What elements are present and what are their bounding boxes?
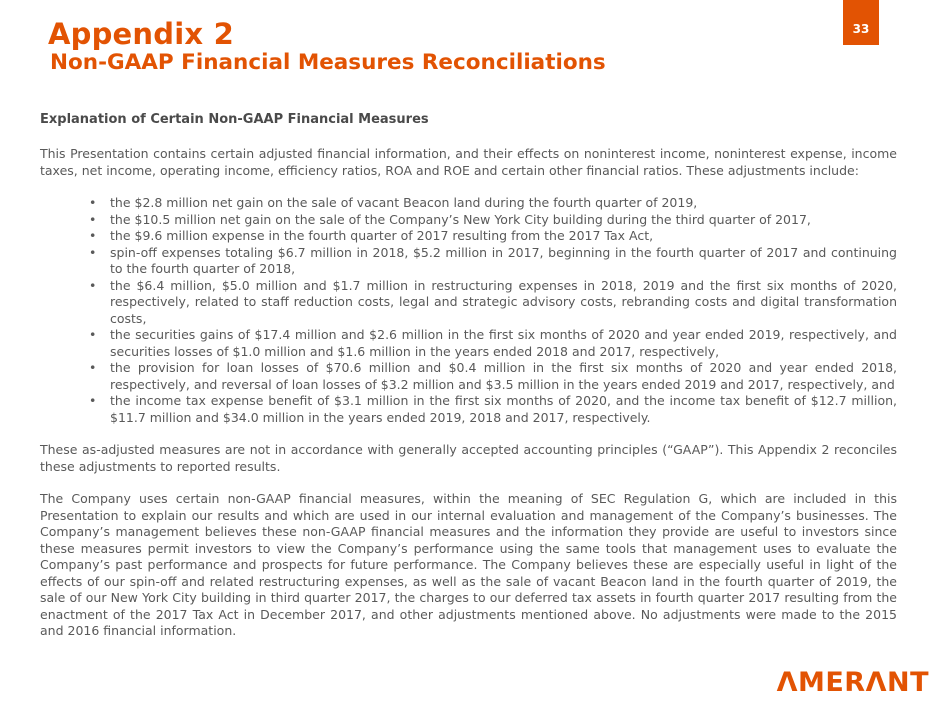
page-number-badge: [843, 0, 879, 45]
page-number: 33: [852, 22, 870, 36]
slide-title: Appendix 2: [48, 17, 234, 51]
list-item-nyc-gain: • the $10.5 million net gain on the sale of the Company’s New York City building during the third quarter of 2017,: [40, 212, 897, 229]
company-usage-paragraph: The Company uses certain non-GAAP financial measures, within the meaning of SEC Regulation G, which are included in this Presentation to explain our results and which are used in our internal evaluation and management of the Company’s businesses. The Company’s management believes these non-GAAP financial measures and the information they provide are useful to investors since these measures permit investors to view the Company’s performance using the same tools that management uses to evaluate the Company’s past performance and prospects for future performance. The Company believes these are especially useful in light of the effects of our spin-off and related restructuring expenses, as well as the sale of vacant Beacon land in the fourth quarter of 2019, the sale of our New York City building in third quarter 2017, the charges to our deferred tax assets in fourth quarter 2017 resulting from the enactment of the 2017 Tax Act in December 2017, and other adjustments mentioned above. No adjustments were made to the 2015 and 2016 financial information.: [40, 491, 897, 638]
section-heading: Explanation of Certain Non-GAAP Financial Measures: [40, 112, 429, 127]
intro-paragraph: This Presentation contains certain adjusted financial information, and their effects on noninterest income, noninterest expense, income taxes, net income, operating income, efficiency ratios, ROA and ROE and certain other financial ratios. These adjustments include:: [40, 146, 897, 178]
slide-header: [48, 18, 606, 75]
list-item-loan-loss-provision: • the provision for loan losses of $70.6 million and $0.4 million in the first six months of 2020 and year ended 2018, respectively, and reversal of loan losses of $3.2 million and $3.5 million in the years ended 2019 and 2017, respectively, and: [40, 360, 897, 393]
gaap-disclaimer-paragraph: These as-adjusted measures are not in accordance with generally accepted accounting principles (“GAAP”). This Appendix 2 reconciles these adjustments to reported results.: [40, 442, 897, 474]
list-item-restructuring-expenses: • the $6.4 million, $5.0 million and $1.7 million in restructuring expenses in 2018, 2019 and the first six months of 2020, respectively, related to staff reduction costs, legal and strategic advisory costs, rebranding costs and digital transformation costs,: [40, 278, 897, 328]
list-item-income-tax-benefit: • the income tax expense benefit of $3.1 million in the first six months of 2020, and the income tax benefit of $12.7 million, $11.7 million and $34.0 million in the years ended 2019, 2018 and 2017, respectively.: [40, 393, 897, 426]
list-item-beacon-gain: • the $2.8 million net gain on the sale of vacant Beacon land during the fourth quarter of 2019,: [40, 195, 897, 212]
adjustments-list: [40, 195, 897, 426]
list-item-securities-gains-losses: • the securities gains of $17.4 million and $2.6 million in the first six months of 2020 and year ended 2019, respectively, and securities losses of $1.0 million and $1.6 million in the years ended 2018 and 2017, respectively,: [40, 327, 897, 360]
slide-subtitle: Non-GAAP Financial Measures Reconciliations: [50, 50, 606, 75]
list-item-spinoff-expenses: • spin-off expenses totaling $6.7 million in 2018, $5.2 million in 2017, beginning in the fourth quarter of 2017 and continuing to the fourth quarter of 2018,: [40, 245, 897, 278]
slide-body: [40, 112, 897, 656]
amerant-logo: ΛMERΛNT: [776, 667, 929, 698]
list-item-tax-act-expense: • the $9.6 million expense in the fourth quarter of 2017 resulting from the 2017 Tax Act,: [40, 228, 897, 245]
